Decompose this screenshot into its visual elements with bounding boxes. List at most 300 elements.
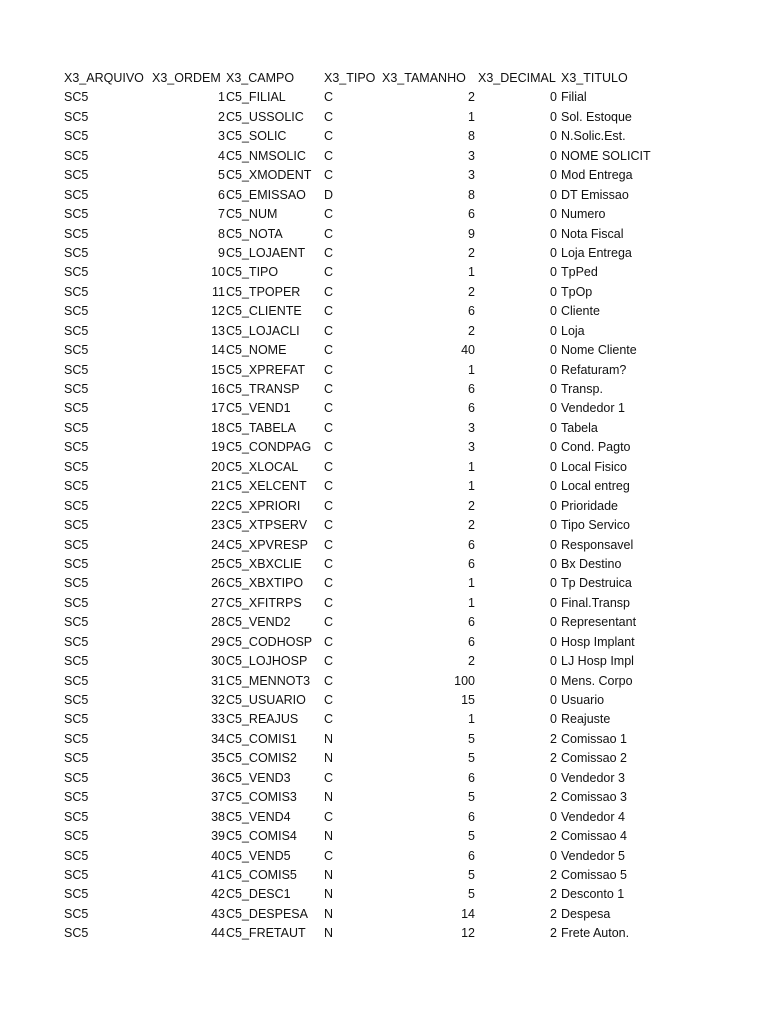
cell-decimal: 0 xyxy=(550,440,557,455)
header-x3-tipo: X3_TIPO xyxy=(324,71,376,85)
cell-decimal: 0 xyxy=(550,420,557,435)
cell-tipo: C xyxy=(324,109,334,124)
cell-ordem: 38 xyxy=(211,809,225,824)
cell-tamanho: 6 xyxy=(468,537,475,552)
table-row xyxy=(0,613,768,632)
cell-campo: C5_TPOPER xyxy=(226,284,301,299)
cell-tipo: C xyxy=(324,226,334,241)
cell-arquivo: SC5 xyxy=(64,323,89,338)
cell-tipo: N xyxy=(324,751,334,766)
header-x3-titulo: X3_TITULO xyxy=(561,71,628,85)
cell-campo: C5_USSOLIC xyxy=(226,109,304,124)
cell-tamanho: 2 xyxy=(468,90,475,105)
cell-tipo: C xyxy=(324,615,334,630)
cell-arquivo: SC5 xyxy=(64,770,89,785)
cell-tamanho: 14 xyxy=(461,906,475,921)
table-row xyxy=(0,769,768,788)
table-row xyxy=(0,108,768,127)
cell-tipo: C xyxy=(324,323,334,338)
cell-arquivo: SC5 xyxy=(64,518,89,533)
cell-ordem: 3 xyxy=(218,129,225,144)
table-row xyxy=(0,788,768,807)
cell-campo: C5_XPREFAT xyxy=(226,362,305,377)
table-row xyxy=(0,847,768,866)
cell-arquivo: SC5 xyxy=(64,712,89,727)
cell-tipo: N xyxy=(324,906,334,921)
cell-arquivo: SC5 xyxy=(64,498,89,513)
cell-decimal: 2 xyxy=(550,867,557,882)
table-row xyxy=(0,885,768,904)
cell-decimal: 2 xyxy=(550,790,557,805)
cell-tipo: C xyxy=(324,654,334,669)
cell-arquivo: SC5 xyxy=(64,304,89,319)
cell-decimal: 0 xyxy=(550,615,557,630)
table-row xyxy=(0,555,768,574)
cell-ordem: 33 xyxy=(211,712,225,727)
cell-decimal: 0 xyxy=(550,809,557,824)
table-row xyxy=(0,244,768,263)
cell-titulo: Cond. Pagto xyxy=(561,440,631,455)
cell-decimal: 0 xyxy=(550,634,557,649)
cell-campo: C5_TABELA xyxy=(226,420,296,435)
cell-titulo: Local entreg xyxy=(561,479,630,494)
cell-ordem: 41 xyxy=(211,867,225,882)
table-row xyxy=(0,225,768,244)
cell-tamanho: 6 xyxy=(468,556,475,571)
cell-tipo: C xyxy=(324,343,334,358)
cell-tipo: C xyxy=(324,168,334,183)
table-row xyxy=(0,691,768,710)
cell-tamanho: 2 xyxy=(468,654,475,669)
cell-arquivo: SC5 xyxy=(64,440,89,455)
cell-titulo: Numero xyxy=(561,207,606,222)
cell-decimal: 0 xyxy=(550,284,557,299)
table-row xyxy=(0,516,768,535)
cell-arquivo: SC5 xyxy=(64,751,89,766)
cell-tipo: C xyxy=(324,595,334,610)
cell-arquivo: SC5 xyxy=(64,887,89,902)
table-row xyxy=(0,205,768,224)
cell-arquivo: SC5 xyxy=(64,829,89,844)
table-row xyxy=(0,905,768,924)
cell-tamanho: 1 xyxy=(468,479,475,494)
cell-ordem: 4 xyxy=(218,148,225,163)
cell-arquivo: SC5 xyxy=(64,556,89,571)
cell-titulo: NOME SOLICIT xyxy=(561,148,651,163)
cell-campo: C5_COMIS2 xyxy=(226,751,297,766)
cell-campo: C5_TRANSP xyxy=(226,382,300,396)
cell-tamanho: 5 xyxy=(468,829,475,844)
cell-arquivo: SC5 xyxy=(64,245,89,260)
cell-decimal: 2 xyxy=(550,829,557,844)
cell-tamanho: 5 xyxy=(468,731,475,746)
cell-campo: C5_LOJACLI xyxy=(226,323,300,338)
cell-campo: C5_USUARIO xyxy=(226,693,306,707)
cell-titulo: Prioridade xyxy=(561,498,618,513)
cell-campo: C5_TIPO xyxy=(226,265,279,280)
table-row xyxy=(0,924,768,943)
cell-titulo: Loja Entrega xyxy=(561,245,632,260)
table-body xyxy=(0,88,768,943)
cell-ordem: 15 xyxy=(211,362,225,377)
cell-decimal: 0 xyxy=(550,207,557,222)
cell-titulo: Bx Destino xyxy=(561,556,622,571)
cell-tamanho: 2 xyxy=(468,518,475,533)
cell-ordem: 11 xyxy=(212,284,225,299)
cell-arquivo: SC5 xyxy=(64,207,89,222)
cell-ordem: 10 xyxy=(211,265,225,280)
cell-ordem: 9 xyxy=(218,245,225,260)
cell-campo: C5_XLOCAL xyxy=(226,459,299,474)
cell-campo: C5_COMIS1 xyxy=(226,731,297,746)
cell-decimal: 0 xyxy=(550,129,557,144)
cell-titulo: Nota Fiscal xyxy=(561,226,624,241)
cell-campo: C5_MENNOT3 xyxy=(226,673,311,688)
cell-campo: C5_FILIAL xyxy=(226,90,286,105)
table-row xyxy=(0,594,768,613)
cell-tamanho: 3 xyxy=(468,168,475,183)
cell-arquivo: SC5 xyxy=(64,109,89,124)
cell-campo: C5_NOTA xyxy=(226,226,283,241)
cell-titulo: Local Fisico xyxy=(561,459,627,474)
table-row xyxy=(0,186,768,205)
table-row xyxy=(0,652,768,671)
cell-arquivo: SC5 xyxy=(64,537,89,552)
cell-decimal: 0 xyxy=(550,323,557,338)
cell-decimal: 0 xyxy=(550,168,557,183)
cell-tipo: N xyxy=(324,867,334,882)
cell-ordem: 18 xyxy=(211,420,225,435)
cell-decimal: 0 xyxy=(550,148,557,163)
cell-tipo: C xyxy=(324,382,334,396)
table-row xyxy=(0,827,768,846)
cell-ordem: 42 xyxy=(211,887,225,902)
cell-arquivo: SC5 xyxy=(64,265,89,280)
cell-titulo: Nome Cliente xyxy=(561,343,637,358)
cell-decimal: 2 xyxy=(550,751,557,766)
cell-campo: C5_XFITRPS xyxy=(226,595,302,610)
table-row xyxy=(0,283,768,302)
cell-titulo: Final.Transp xyxy=(561,595,631,610)
cell-ordem: 1 xyxy=(218,90,225,105)
cell-tipo: C xyxy=(324,634,334,649)
cell-decimal: 0 xyxy=(550,187,557,202)
cell-titulo: Vendedor 4 xyxy=(561,809,625,824)
cell-tamanho: 8 xyxy=(468,187,475,202)
cell-arquivo: SC5 xyxy=(64,187,89,202)
cell-tamanho: 6 xyxy=(468,615,475,630)
cell-arquivo: SC5 xyxy=(64,168,89,183)
cell-tamanho: 100 xyxy=(454,673,475,688)
cell-tamanho: 1 xyxy=(468,109,475,124)
cell-campo: C5_FRETAUT xyxy=(226,926,306,941)
cell-titulo: Frete Auton. xyxy=(561,926,630,941)
cell-campo: C5_XPRIORI xyxy=(226,498,301,513)
cell-ordem: 25 xyxy=(211,556,225,571)
table-row xyxy=(0,536,768,555)
table-row xyxy=(0,438,768,457)
table-row xyxy=(0,302,768,321)
cell-ordem: 26 xyxy=(211,576,225,591)
cell-campo: C5_VEND1 xyxy=(226,401,291,416)
cell-tamanho: 1 xyxy=(468,576,475,591)
cell-campo: C5_LOJHOSP xyxy=(226,654,308,669)
cell-ordem: 16 xyxy=(211,382,225,396)
cell-arquivo: SC5 xyxy=(64,343,89,358)
cell-titulo: Comissao 3 xyxy=(561,790,627,805)
cell-titulo: Tp Destruica xyxy=(561,576,632,591)
cell-ordem: 40 xyxy=(211,848,225,863)
cell-titulo: DT Emissao xyxy=(561,187,629,202)
cell-titulo: Filial xyxy=(561,90,587,105)
cell-ordem: 44 xyxy=(211,926,225,941)
cell-campo: C5_LOJAENT xyxy=(226,245,306,260)
cell-titulo: Comissao 4 xyxy=(561,829,627,844)
cell-tamanho: 6 xyxy=(468,304,475,319)
header-row xyxy=(0,69,768,88)
cell-decimal: 0 xyxy=(550,556,557,571)
table-row xyxy=(0,380,768,399)
cell-decimal: 0 xyxy=(550,712,557,727)
cell-titulo: Usuario xyxy=(561,693,605,707)
header-x3-campo: X3_CAMPO xyxy=(226,71,295,85)
cell-campo: C5_COMIS3 xyxy=(226,790,297,805)
cell-decimal: 0 xyxy=(550,382,557,396)
table-row xyxy=(0,88,768,107)
cell-tipo: C xyxy=(324,537,334,552)
cell-decimal: 0 xyxy=(550,693,557,707)
cell-ordem: 43 xyxy=(211,906,225,921)
cell-ordem: 7 xyxy=(218,207,225,222)
cell-arquivo: SC5 xyxy=(64,226,89,241)
cell-campo: C5_XELCENT xyxy=(226,479,307,494)
cell-titulo: Transp. xyxy=(561,382,603,396)
cell-arquivo: SC5 xyxy=(64,420,89,435)
table-row xyxy=(0,633,768,652)
cell-titulo: Despesa xyxy=(561,906,611,921)
cell-tamanho: 2 xyxy=(468,323,475,338)
table-row xyxy=(0,263,768,282)
cell-titulo: Reajuste xyxy=(561,712,611,727)
cell-tamanho: 15 xyxy=(461,693,475,707)
cell-tipo: C xyxy=(324,693,334,707)
cell-tipo: C xyxy=(324,90,334,105)
cell-decimal: 0 xyxy=(550,595,557,610)
cell-titulo: Mod Entrega xyxy=(561,168,633,183)
cell-tipo: D xyxy=(324,187,334,202)
cell-ordem: 5 xyxy=(218,168,225,183)
cell-decimal: 0 xyxy=(550,498,557,513)
cell-campo: C5_SOLIC xyxy=(226,129,287,144)
cell-tipo: C xyxy=(324,498,334,513)
cell-tipo: C xyxy=(324,556,334,571)
cell-titulo: Desconto 1 xyxy=(561,887,625,902)
cell-tamanho: 5 xyxy=(468,751,475,766)
table-row xyxy=(0,672,768,691)
cell-tipo: C xyxy=(324,420,334,435)
cell-titulo: LJ Hosp Impl xyxy=(561,654,634,669)
cell-arquivo: SC5 xyxy=(64,284,89,299)
cell-arquivo: SC5 xyxy=(64,576,89,591)
cell-arquivo: SC5 xyxy=(64,790,89,805)
cell-tipo: C xyxy=(324,673,334,688)
cell-arquivo: SC5 xyxy=(64,906,89,921)
cell-arquivo: SC5 xyxy=(64,848,89,863)
table-row xyxy=(0,322,768,341)
cell-decimal: 0 xyxy=(550,576,557,591)
cell-tipo: C xyxy=(324,712,334,727)
cell-tipo: C xyxy=(324,304,334,319)
cell-titulo: Refaturam? xyxy=(561,362,627,377)
cell-titulo: Tabela xyxy=(561,420,598,435)
cell-tamanho: 1 xyxy=(468,712,475,727)
table-row xyxy=(0,458,768,477)
cell-arquivo: SC5 xyxy=(64,926,89,941)
table-row xyxy=(0,361,768,380)
cell-titulo: Responsavel xyxy=(561,537,634,552)
cell-arquivo: SC5 xyxy=(64,867,89,882)
cell-tamanho: 6 xyxy=(468,809,475,824)
cell-tipo: C xyxy=(324,362,334,377)
cell-campo: C5_XBXCLIE xyxy=(226,556,302,571)
cell-campo: C5_CLIENTE xyxy=(226,304,302,319)
cell-campo: C5_NMSOLIC xyxy=(226,148,306,163)
cell-decimal: 2 xyxy=(550,731,557,746)
cell-tamanho: 6 xyxy=(468,848,475,863)
cell-titulo: N.Solic.Est. xyxy=(561,129,626,144)
cell-campo: C5_XMODENT xyxy=(226,168,312,183)
cell-tamanho: 9 xyxy=(468,226,475,241)
cell-ordem: 6 xyxy=(218,187,225,202)
cell-tipo: C xyxy=(324,284,334,299)
cell-tipo: C xyxy=(324,459,334,474)
cell-ordem: 27 xyxy=(211,595,225,610)
cell-titulo: Representant xyxy=(561,615,637,630)
table-row xyxy=(0,399,768,418)
cell-decimal: 2 xyxy=(550,926,557,941)
cell-decimal: 0 xyxy=(550,518,557,533)
cell-decimal: 0 xyxy=(550,848,557,863)
cell-arquivo: SC5 xyxy=(64,90,89,105)
cell-ordem: 28 xyxy=(211,615,225,630)
cell-tipo: C xyxy=(324,848,334,863)
cell-tipo: N xyxy=(324,887,334,902)
cell-ordem: 32 xyxy=(211,693,225,707)
cell-titulo: Vendedor 3 xyxy=(561,770,625,785)
table-row xyxy=(0,866,768,885)
cell-titulo: Comissao 5 xyxy=(561,867,627,882)
cell-ordem: 30 xyxy=(211,654,225,669)
cell-arquivo: SC5 xyxy=(64,148,89,163)
cell-ordem: 19 xyxy=(211,440,225,455)
cell-ordem: 34 xyxy=(211,731,225,746)
cell-decimal: 0 xyxy=(550,90,557,105)
cell-titulo: Vendedor 5 xyxy=(561,848,625,863)
cell-campo: C5_XBXTIPO xyxy=(226,576,304,591)
cell-arquivo: SC5 xyxy=(64,809,89,824)
cell-tamanho: 1 xyxy=(468,459,475,474)
cell-arquivo: SC5 xyxy=(64,362,89,377)
cell-decimal: 0 xyxy=(550,654,557,669)
cell-decimal: 0 xyxy=(550,479,557,494)
cell-tamanho: 2 xyxy=(468,284,475,299)
cell-arquivo: SC5 xyxy=(64,479,89,494)
cell-campo: C5_NOME xyxy=(226,343,287,358)
cell-tamanho: 1 xyxy=(468,362,475,377)
cell-decimal: 0 xyxy=(550,673,557,688)
cell-campo: C5_CONDPAG xyxy=(226,440,312,455)
cell-campo: C5_VEND2 xyxy=(226,615,291,630)
cell-tipo: C xyxy=(324,401,334,416)
table-row xyxy=(0,710,768,729)
cell-arquivo: SC5 xyxy=(64,382,89,396)
cell-decimal: 0 xyxy=(550,343,557,358)
cell-ordem: 12 xyxy=(211,304,225,319)
cell-tipo: C xyxy=(324,129,334,144)
cell-ordem: 13 xyxy=(211,323,225,338)
cell-titulo: Hosp Implant xyxy=(561,634,635,649)
cell-tipo: N xyxy=(324,731,334,746)
cell-ordem: 17 xyxy=(211,401,225,416)
cell-tipo: C xyxy=(324,809,334,824)
cell-arquivo: SC5 xyxy=(64,459,89,474)
cell-decimal: 0 xyxy=(550,226,557,241)
cell-ordem: 24 xyxy=(211,537,225,552)
cell-campo: C5_EMISSAO xyxy=(226,187,306,202)
cell-campo: C5_DESC1 xyxy=(226,887,291,902)
cell-arquivo: SC5 xyxy=(64,731,89,746)
cell-campo: C5_XTPSERV xyxy=(226,518,308,533)
cell-campo: C5_VEND5 xyxy=(226,848,291,863)
table-row xyxy=(0,127,768,146)
cell-tipo: C xyxy=(324,440,334,455)
table-row xyxy=(0,574,768,593)
cell-campo: C5_CODHOSP xyxy=(226,634,313,649)
header-x3-decimal: X3_DECIMAL xyxy=(478,71,556,85)
cell-tipo: C xyxy=(324,245,334,260)
cell-ordem: 35 xyxy=(211,751,225,766)
cell-ordem: 39 xyxy=(211,829,225,844)
cell-tamanho: 6 xyxy=(468,382,475,396)
cell-titulo: Loja xyxy=(561,323,585,338)
cell-tamanho: 6 xyxy=(468,207,475,222)
cell-tipo: C xyxy=(324,770,334,785)
cell-titulo: Sol. Estoque xyxy=(561,109,632,124)
cell-titulo: Cliente xyxy=(561,304,600,319)
cell-campo: C5_DESPESA xyxy=(226,906,308,921)
table-row xyxy=(0,749,768,768)
cell-ordem: 23 xyxy=(211,518,225,533)
cell-tamanho: 6 xyxy=(468,401,475,416)
cell-decimal: 2 xyxy=(550,906,557,921)
cell-titulo: Comissao 1 xyxy=(561,731,627,746)
cell-arquivo: SC5 xyxy=(64,634,89,649)
cell-decimal: 0 xyxy=(550,109,557,124)
data-table xyxy=(0,69,768,944)
cell-tamanho: 6 xyxy=(468,634,475,649)
cell-tamanho: 5 xyxy=(468,790,475,805)
cell-tamanho: 12 xyxy=(461,926,475,941)
cell-campo: C5_NUM xyxy=(226,207,278,222)
cell-campo: C5_REAJUS xyxy=(226,712,299,727)
cell-tamanho: 3 xyxy=(468,420,475,435)
cell-titulo: Tipo Servico xyxy=(561,518,631,533)
cell-tipo: C xyxy=(324,518,334,533)
cell-campo: C5_VEND3 xyxy=(226,770,291,785)
header-x3-ordem: X3_ORDEM xyxy=(152,71,221,85)
cell-ordem: 20 xyxy=(211,459,225,474)
cell-ordem: 21 xyxy=(211,479,225,494)
